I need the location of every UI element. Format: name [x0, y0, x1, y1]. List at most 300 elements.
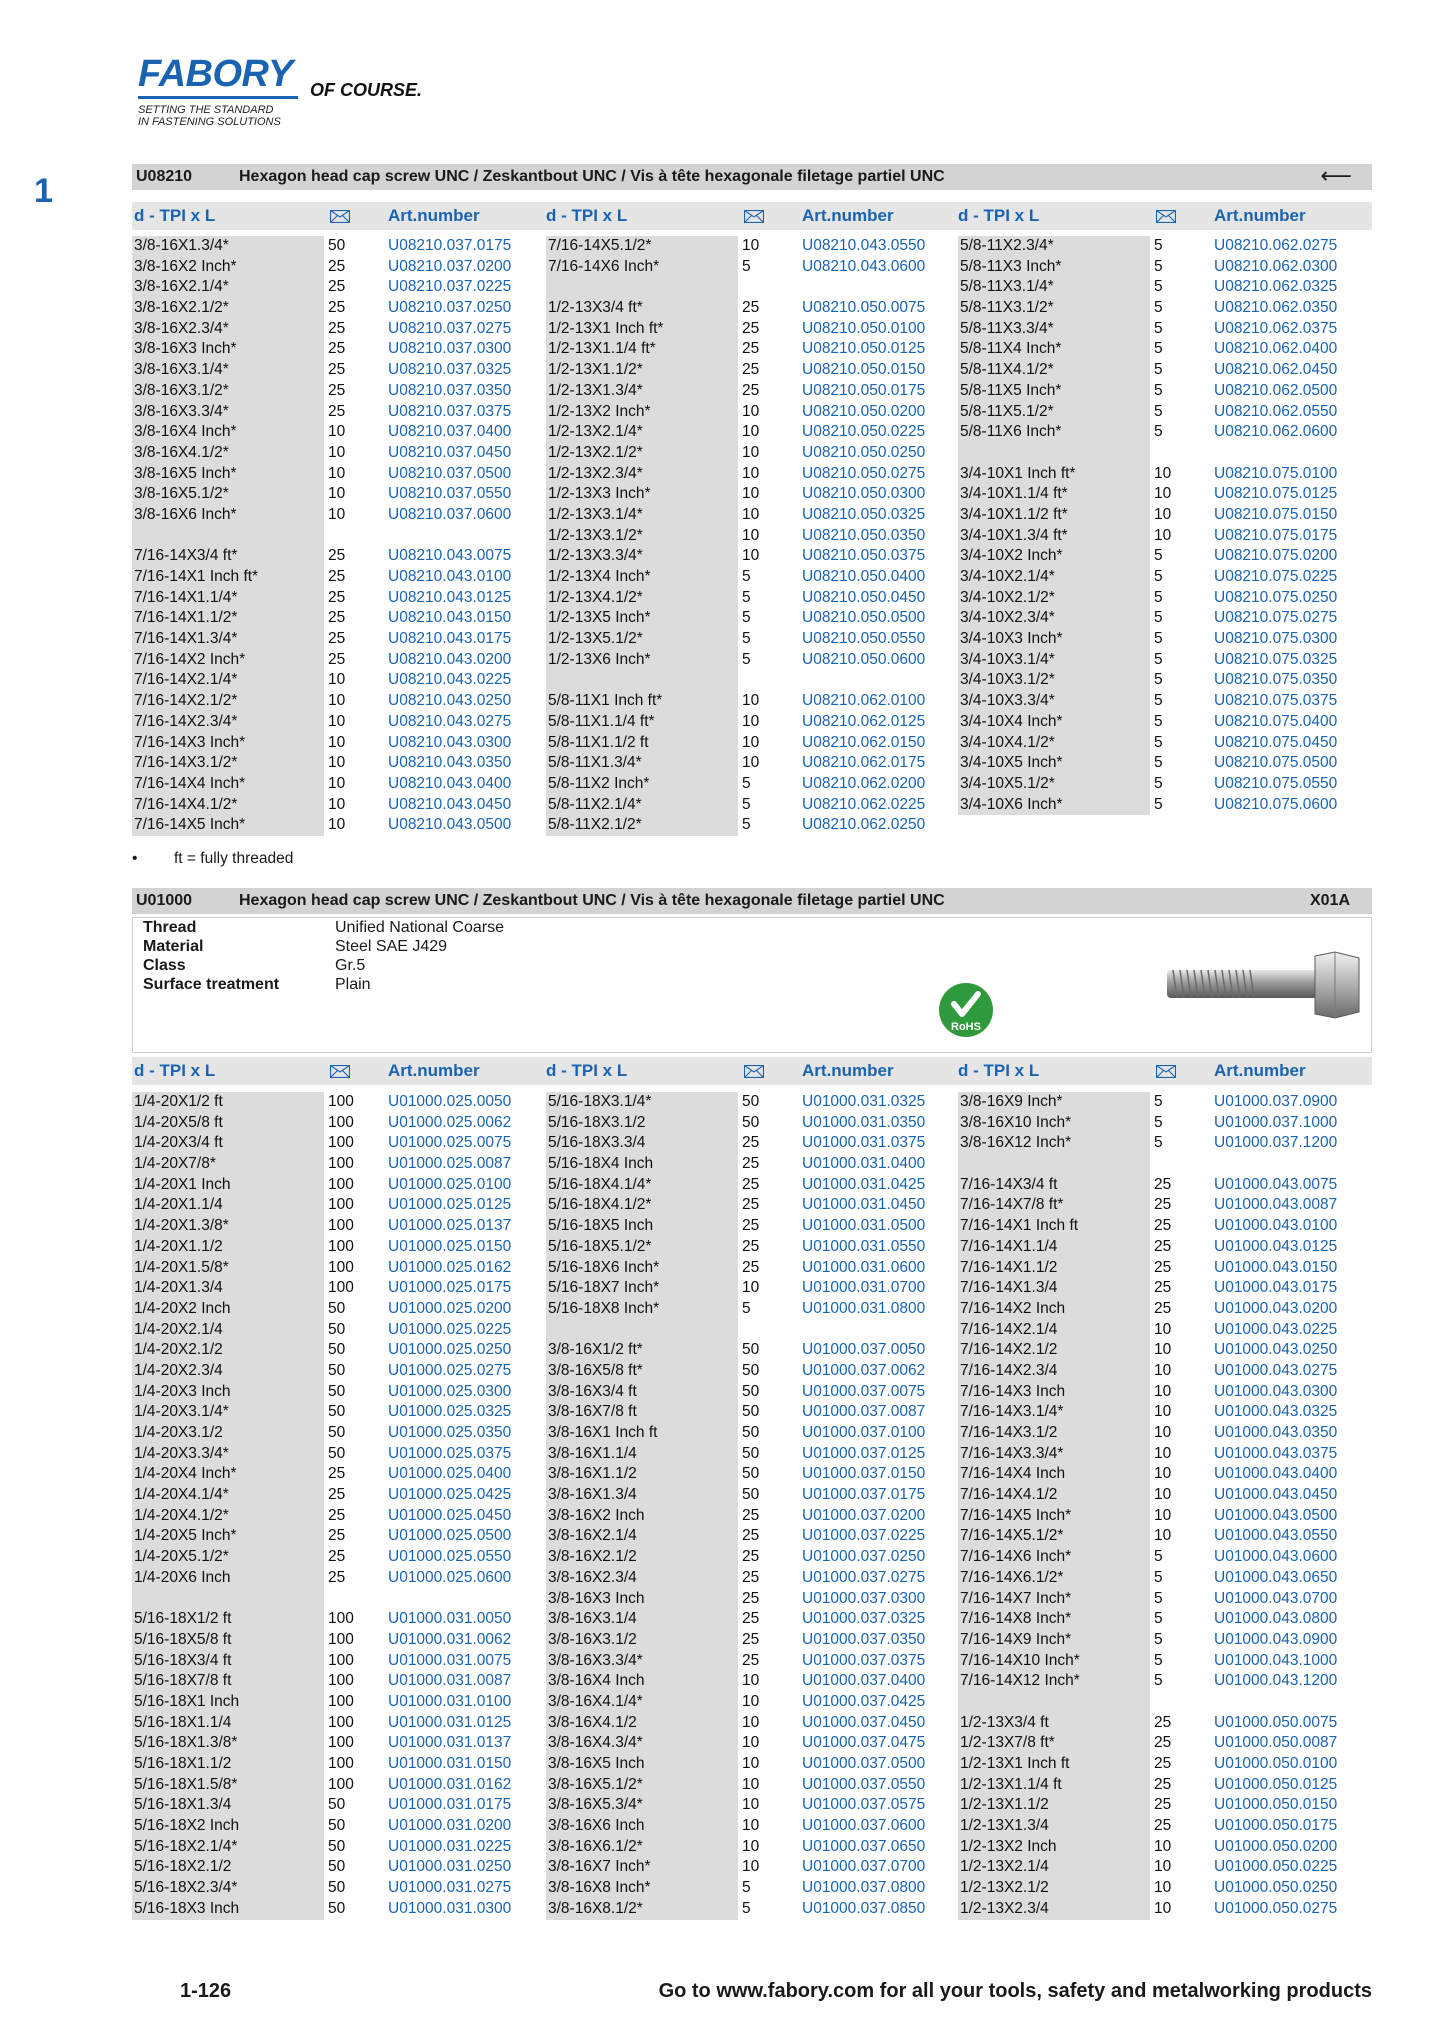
- article-number-link[interactable]: U08210.075.0375: [1214, 692, 1338, 710]
- article-number-link[interactable]: U01000.037.0250: [802, 1548, 926, 1566]
- article-number-link[interactable]: U08210.043.0500: [388, 816, 512, 834]
- article-number-link[interactable]: U08210.037.0200: [388, 257, 512, 275]
- size-cell: 7/16-14X3.1/2: [960, 1424, 1058, 1441]
- article-number-link[interactable]: U01000.025.0100: [388, 1175, 512, 1193]
- table-row: [958, 1754, 1370, 1775]
- article-number-link[interactable]: U01000.050.0075: [1214, 1713, 1338, 1731]
- size-cell: 5/16-18X1.3/8*: [134, 1734, 238, 1752]
- article-number-link[interactable]: U01000.050.0125: [1214, 1775, 1338, 1793]
- article-number-link[interactable]: U08210.050.0225: [802, 423, 926, 441]
- article-number-link[interactable]: U08210.037.0600: [388, 505, 512, 523]
- size-cell: 5/8-11X5 Inch*: [960, 381, 1062, 399]
- quantity-cell: 10: [328, 774, 346, 792]
- article-number-link[interactable]: U01000.037.0275: [802, 1568, 926, 1586]
- article-number-link[interactable]: U08210.062.0250: [802, 816, 926, 834]
- table-row: [958, 650, 1370, 671]
- quantity-cell: 5: [1154, 1093, 1163, 1110]
- article-number-link[interactable]: U01000.037.0200: [802, 1506, 926, 1524]
- article-number-link[interactable]: U01000.050.0175: [1214, 1817, 1338, 1835]
- article-number-link[interactable]: U08210.075.0500: [1214, 754, 1338, 772]
- article-number-link[interactable]: U01000.031.0062: [388, 1630, 512, 1648]
- size-cell: 5/8-11X1.3/4*: [548, 754, 642, 772]
- article-number-link[interactable]: U08210.075.0175: [1214, 526, 1338, 544]
- quantity-cell: 10: [1154, 1858, 1172, 1876]
- quantity-cell: 50: [328, 1858, 346, 1876]
- back-arrow-icon[interactable]: ⟵: [1320, 163, 1352, 188]
- article-number-link[interactable]: U01000.050.0150: [1214, 1796, 1338, 1814]
- size-cell: 1/4-20X5.1/2*: [134, 1548, 229, 1566]
- article-number-link[interactable]: U01000.043.0650: [1214, 1568, 1338, 1586]
- article-number-link[interactable]: U08210.075.0600: [1214, 795, 1338, 813]
- size-cell: 1/2-13X2.1/4: [960, 1858, 1049, 1876]
- size-cell: 1/4-20X2.1/2: [134, 1341, 223, 1359]
- article-number-link[interactable]: U01000.037.0650: [802, 1837, 926, 1855]
- article-number-link[interactable]: U08210.062.0350: [1214, 299, 1338, 317]
- quantity-cell: 25: [742, 1506, 760, 1524]
- article-number-link[interactable]: U08210.037.0225: [388, 278, 512, 296]
- article-number-link[interactable]: U08210.050.0450: [802, 588, 926, 606]
- quantity-cell: 10: [328, 795, 346, 813]
- article-number-link[interactable]: U08210.062.0400: [1214, 340, 1338, 358]
- article-number-link[interactable]: U08210.050.0500: [802, 609, 926, 627]
- size-cell: 3/8-16X2 Inch*: [134, 257, 237, 275]
- article-number-link[interactable]: U08210.075.0300: [1214, 630, 1338, 648]
- article-number-link[interactable]: U08210.037.0325: [388, 361, 512, 379]
- article-number-link[interactable]: U01000.043.0375: [1214, 1444, 1338, 1462]
- table-row: [958, 319, 1370, 340]
- size-cell: 1/2-13X1 Inch ft*: [548, 319, 664, 337]
- article-number-link[interactable]: U08210.050.0250: [802, 443, 926, 461]
- quantity-cell: 50: [742, 1424, 760, 1441]
- col-header-size: d - TPI x L: [958, 1061, 1040, 1080]
- col-header-size: d - TPI x L: [546, 206, 628, 225]
- article-number-link[interactable]: U01000.043.0300: [1214, 1382, 1338, 1400]
- article-number-link[interactable]: U01000.043.0100: [1214, 1217, 1338, 1235]
- table-row: [958, 712, 1370, 733]
- quantity-cell: 25: [328, 588, 346, 606]
- article-number-link[interactable]: U08210.037.0550: [388, 485, 512, 503]
- quantity-cell: 10: [328, 692, 346, 710]
- article-number-link[interactable]: U01000.025.0200: [388, 1299, 512, 1317]
- article-number-link[interactable]: U01000.025.0175: [388, 1279, 512, 1297]
- size-cell: 1/4-20X3.1/2: [134, 1424, 223, 1441]
- article-number-link[interactable]: U01000.025.0075: [388, 1134, 512, 1152]
- size-cell: 3/8-16X4 Inch*: [134, 423, 237, 441]
- article-number-link[interactable]: U01000.043.1000: [1214, 1651, 1338, 1669]
- article-number-link[interactable]: U01000.031.0200: [388, 1817, 512, 1835]
- article-number-link[interactable]: U08210.062.0125: [802, 712, 926, 730]
- col-header-art: Art.number: [802, 1061, 894, 1080]
- table-row: [958, 1630, 1370, 1651]
- article-number-link[interactable]: U08210.043.0550: [802, 237, 926, 254]
- size-cell: 5/8-11X2.1/4*: [548, 795, 642, 813]
- article-number-link[interactable]: U01000.025.0162: [388, 1258, 512, 1276]
- size-cell: 3/8-16X5/8 ft*: [548, 1361, 643, 1379]
- article-number-link[interactable]: U08210.037.0250: [388, 299, 512, 317]
- article-number-link[interactable]: U01000.031.0350: [802, 1113, 926, 1131]
- article-number-link[interactable]: U08210.050.0600: [802, 650, 926, 668]
- article-number-link[interactable]: U08210.062.0325: [1214, 278, 1338, 296]
- size-cell: 7/16-14X1 Inch ft*: [134, 568, 259, 585]
- size-cell: 1/4-20X1.1/4: [134, 1196, 223, 1214]
- article-number-link[interactable]: U01000.043.0600: [1214, 1548, 1338, 1566]
- article-number-link[interactable]: U01000.037.0062: [802, 1361, 926, 1379]
- quantity-cell: 10: [328, 464, 346, 482]
- quantity-cell: 50: [328, 1424, 346, 1441]
- article-number-link[interactable]: U01000.031.0500: [802, 1217, 926, 1235]
- article-number-link[interactable]: U01000.037.0087: [802, 1403, 926, 1421]
- article-number-link[interactable]: U08210.043.0125: [388, 588, 512, 606]
- quantity-cell: 10: [742, 505, 760, 523]
- article-number-link[interactable]: U01000.037.0175: [802, 1486, 926, 1504]
- article-number-link[interactable]: U08210.037.0500: [388, 464, 512, 482]
- size-cell: 7/16-14X7/8 ft*: [960, 1196, 1064, 1214]
- article-number-link[interactable]: U08210.062.0300: [1214, 257, 1338, 275]
- article-number-link[interactable]: U01000.043.0087: [1214, 1196, 1338, 1214]
- article-number-link[interactable]: U01000.025.0600: [388, 1568, 512, 1586]
- article-number-link[interactable]: U08210.062.0100: [802, 692, 926, 710]
- article-number-link[interactable]: U08210.043.0075: [388, 547, 512, 565]
- article-number-link[interactable]: U01000.031.0250: [388, 1858, 512, 1876]
- quantity-cell: 25: [742, 1217, 760, 1235]
- article-number-link[interactable]: U08210.037.0300: [388, 340, 512, 358]
- article-number-link[interactable]: U08210.050.0300: [802, 485, 926, 503]
- table-row-spacer: [546, 277, 958, 298]
- article-number-link[interactable]: U01000.031.0050: [388, 1610, 512, 1628]
- table-row: [958, 1589, 1370, 1610]
- article-number-link[interactable]: U08210.050.0275: [802, 464, 926, 482]
- article-number-link[interactable]: U01000.043.0075: [1214, 1175, 1338, 1193]
- article-number-link[interactable]: U08210.037.0175: [388, 237, 512, 254]
- article-number-link[interactable]: U01000.037.0550: [802, 1775, 926, 1793]
- footnote-text: ft = fully threaded: [174, 850, 294, 867]
- quantity-cell: 25: [1154, 1237, 1172, 1255]
- article-number-link[interactable]: U08210.043.0450: [388, 795, 512, 813]
- article-number-link[interactable]: U01000.025.0275: [388, 1361, 512, 1379]
- article-number-link[interactable]: U08210.050.0150: [802, 361, 926, 379]
- size-cell: 3/8-16X1.3/4*: [134, 237, 229, 254]
- article-number-link[interactable]: U01000.037.0125: [802, 1444, 926, 1462]
- table-row: [132, 670, 544, 691]
- article-number-link[interactable]: U01000.043.0550: [1214, 1527, 1338, 1545]
- article-number-link[interactable]: U08210.075.0125: [1214, 485, 1338, 503]
- article-number-link[interactable]: U01000.031.0375: [802, 1134, 926, 1152]
- article-number-link[interactable]: U08210.075.0250: [1214, 588, 1338, 606]
- article-number-link[interactable]: U01000.031.0450: [802, 1196, 926, 1214]
- article-number-link[interactable]: U08210.043.0175: [388, 630, 512, 648]
- article-number-link[interactable]: U08210.062.0600: [1214, 423, 1338, 441]
- article-number-link[interactable]: U01000.025.0550: [388, 1548, 512, 1566]
- article-number-link[interactable]: U01000.037.0350: [802, 1630, 926, 1648]
- article-number-link[interactable]: U01000.037.1200: [1214, 1134, 1338, 1152]
- section-ref-code: X01A: [1309, 892, 1350, 909]
- article-number-link[interactable]: U01000.031.0300: [388, 1899, 512, 1917]
- quantity-cell: 5: [742, 1899, 751, 1917]
- table-row: [546, 1651, 958, 1672]
- article-number-link[interactable]: U01000.037.0600: [802, 1817, 926, 1835]
- article-number-link[interactable]: U01000.025.0350: [388, 1424, 512, 1441]
- article-number-link[interactable]: U08210.050.0325: [802, 505, 926, 523]
- article-number-link[interactable]: U08210.075.0400: [1214, 712, 1338, 730]
- article-number-link[interactable]: U01000.043.0225: [1214, 1320, 1338, 1338]
- article-number-link[interactable]: U01000.031.0162: [388, 1775, 512, 1793]
- quantity-cell: 5: [1154, 278, 1163, 296]
- article-number-link[interactable]: U01000.031.0600: [802, 1258, 926, 1276]
- article-number-link[interactable]: U08210.062.0225: [802, 795, 926, 813]
- article-number-link[interactable]: U01000.025.0050: [388, 1093, 512, 1110]
- quantity-cell: 25: [328, 650, 346, 668]
- size-cell: 5/16-18X7 Inch*: [548, 1279, 660, 1297]
- quantity-cell: 25: [742, 1155, 760, 1173]
- table-row: [958, 1795, 1370, 1816]
- size-cell: 1/4-20X4.1/2*: [134, 1506, 229, 1524]
- quantity-cell: 10: [742, 464, 760, 482]
- article-number-link[interactable]: U01000.037.0225: [802, 1527, 926, 1545]
- article-number-link[interactable]: U08210.037.0400: [388, 423, 512, 441]
- article-number-link[interactable]: U01000.031.0550: [802, 1237, 926, 1255]
- article-number-link[interactable]: U01000.031.0800: [802, 1299, 926, 1317]
- article-number-link[interactable]: U01000.031.0137: [388, 1734, 512, 1752]
- article-number-link[interactable]: U01000.037.0700: [802, 1858, 926, 1876]
- article-number-link[interactable]: U01000.050.0087: [1214, 1734, 1338, 1752]
- article-number-link[interactable]: U01000.037.0325: [802, 1610, 926, 1628]
- article-number-link[interactable]: U01000.025.0325: [388, 1403, 512, 1421]
- article-number-link[interactable]: U01000.037.0500: [802, 1755, 926, 1772]
- article-number-link[interactable]: U01000.025.0225: [388, 1320, 512, 1338]
- table-row: [546, 650, 958, 671]
- size-cell: 1/2-13X3/4 ft*: [548, 299, 643, 317]
- article-number-link[interactable]: U08210.075.0550: [1214, 774, 1338, 792]
- article-number-link[interactable]: U01000.037.0425: [802, 1692, 926, 1710]
- article-number-link[interactable]: U01000.031.0325: [802, 1093, 926, 1110]
- size-cell: 3/8-16X7 Inch*: [548, 1858, 651, 1876]
- article-number-link[interactable]: U01000.043.0900: [1214, 1630, 1338, 1648]
- article-number-link[interactable]: U01000.043.0500: [1214, 1506, 1338, 1524]
- article-number-link[interactable]: U01000.025.0150: [388, 1237, 512, 1255]
- article-number-link[interactable]: U08210.037.0275: [388, 319, 512, 337]
- article-number-link[interactable]: U01000.037.0850: [802, 1899, 926, 1917]
- article-number-link[interactable]: U08210.062.0375: [1214, 319, 1338, 337]
- table-row: [546, 1154, 958, 1175]
- quantity-cell: 5: [1154, 692, 1163, 710]
- table-row: [958, 1899, 1370, 1920]
- col-header-art: Art.number: [802, 206, 894, 225]
- article-number-link[interactable]: U08210.075.0450: [1214, 733, 1338, 751]
- article-number-link[interactable]: U01000.037.0400: [802, 1672, 926, 1690]
- size-cell: 3/8-16X8 Inch*: [548, 1879, 651, 1897]
- article-number-link[interactable]: U08210.050.0075: [802, 299, 926, 317]
- article-number-link[interactable]: U08210.037.0350: [388, 381, 512, 399]
- article-number-link[interactable]: U01000.025.0087: [388, 1155, 512, 1173]
- article-number-link[interactable]: U01000.037.0375: [802, 1651, 926, 1669]
- article-number-link[interactable]: U01000.043.1200: [1214, 1672, 1338, 1690]
- size-cell: 1/4-20X3/4 ft: [134, 1134, 223, 1152]
- table-row: [546, 1526, 958, 1547]
- quantity-cell: 10: [1154, 1899, 1172, 1917]
- article-number-link[interactable]: U08210.075.0100: [1214, 464, 1338, 482]
- article-number-link[interactable]: U01000.043.0325: [1214, 1403, 1338, 1421]
- article-number-link[interactable]: U01000.031.0700: [802, 1279, 926, 1297]
- quantity-cell: 10: [328, 671, 346, 689]
- article-number-link[interactable]: U01000.037.0900: [1214, 1093, 1338, 1110]
- quantity-cell: 25: [742, 1630, 760, 1648]
- quantity-cell: 25: [328, 381, 346, 399]
- article-number-link[interactable]: U01000.025.0500: [388, 1527, 512, 1545]
- article-number-link[interactable]: U01000.043.0125: [1214, 1237, 1338, 1255]
- article-number-link[interactable]: U01000.043.0450: [1214, 1486, 1338, 1504]
- quantity-cell: 5: [742, 588, 751, 606]
- article-number-link[interactable]: U01000.031.0400: [802, 1155, 926, 1173]
- size-cell: 7/16-14X4.1/2*: [134, 795, 238, 813]
- article-number-link[interactable]: U01000.043.0400: [1214, 1465, 1338, 1483]
- quantity-cell: 50: [742, 1382, 760, 1400]
- article-number-link[interactable]: U01000.037.0450: [802, 1713, 926, 1731]
- table-row: [546, 1713, 958, 1734]
- article-number-link[interactable]: U01000.025.0425: [388, 1486, 512, 1504]
- table-row-spacer: [546, 1320, 958, 1341]
- article-number-link[interactable]: U08210.043.0150: [388, 609, 512, 627]
- article-number-link[interactable]: U08210.043.0300: [388, 733, 512, 751]
- size-cell: 5/16-18X3.3/4: [548, 1134, 646, 1152]
- article-number-link[interactable]: U08210.050.0175: [802, 381, 926, 399]
- article-number-link[interactable]: U01000.025.0300: [388, 1382, 512, 1400]
- article-number-link[interactable]: U08210.075.0150: [1214, 505, 1338, 523]
- article-number-link[interactable]: U01000.043.0250: [1214, 1341, 1338, 1359]
- article-number-link[interactable]: U01000.043.0175: [1214, 1279, 1338, 1297]
- article-number-link[interactable]: U08210.062.0450: [1214, 361, 1338, 379]
- article-number-link[interactable]: U01000.031.0125: [388, 1713, 512, 1731]
- article-number-link[interactable]: U08210.062.0150: [802, 733, 926, 751]
- article-number-link[interactable]: U01000.025.0450: [388, 1506, 512, 1524]
- article-number-link[interactable]: U08210.043.0100: [388, 568, 512, 585]
- article-number-link[interactable]: U08210.062.0175: [802, 754, 926, 772]
- article-number-link[interactable]: U01000.043.0800: [1214, 1610, 1338, 1628]
- envelope-icon: [744, 210, 764, 223]
- article-number-link[interactable]: U01000.025.0125: [388, 1196, 512, 1214]
- article-number-link[interactable]: U01000.025.0375: [388, 1444, 512, 1462]
- article-number-link[interactable]: U08210.043.0350: [388, 754, 512, 772]
- size-cell: 5/8-11X3.1/4*: [960, 278, 1054, 296]
- quantity-cell: 50: [328, 1382, 346, 1400]
- article-number-link[interactable]: U08210.050.0125: [802, 340, 926, 358]
- article-number-link[interactable]: U01000.043.0350: [1214, 1424, 1338, 1441]
- article-number-link[interactable]: U08210.075.0325: [1214, 650, 1338, 668]
- article-number-link[interactable]: U01000.031.0175: [388, 1796, 512, 1814]
- article-number-link[interactable]: U01000.031.0225: [388, 1837, 512, 1855]
- table-row: [132, 1320, 544, 1341]
- article-number-link[interactable]: U08210.050.0200: [802, 402, 926, 420]
- article-number-link[interactable]: U01000.037.0300: [802, 1589, 926, 1607]
- quantity-cell: 10: [742, 1672, 760, 1690]
- article-number-link[interactable]: U01000.043.0150: [1214, 1258, 1338, 1276]
- article-number-link[interactable]: U01000.037.0075: [802, 1382, 926, 1400]
- article-number-link[interactable]: U01000.037.0575: [802, 1796, 926, 1814]
- article-number-link[interactable]: U01000.050.0100: [1214, 1755, 1338, 1772]
- size-cell: 3/4-10X5.1/2*: [960, 774, 1055, 792]
- article-number-link[interactable]: U01000.037.0050: [802, 1341, 926, 1359]
- article-number-link[interactable]: U08210.075.0350: [1214, 671, 1338, 689]
- article-number-link[interactable]: U01000.050.0250: [1214, 1879, 1338, 1897]
- size-cell: 7/16-14X7 Inch*: [960, 1589, 1072, 1607]
- size-cell: 3/8-16X2.3/4*: [134, 319, 229, 337]
- article-number-link[interactable]: U08210.075.0275: [1214, 609, 1338, 627]
- quantity-cell: 25: [328, 278, 346, 296]
- table-row: [132, 733, 544, 754]
- article-number-link[interactable]: U08210.062.0275: [1214, 237, 1338, 254]
- table-row: [132, 1568, 544, 1589]
- quantity-cell: 5: [742, 1879, 751, 1897]
- article-number-link[interactable]: U08210.050.0350: [802, 526, 926, 544]
- article-number-link[interactable]: U01000.031.0150: [388, 1755, 512, 1772]
- article-number-link[interactable]: U01000.025.0400: [388, 1465, 512, 1483]
- article-number-link[interactable]: U08210.050.0100: [802, 319, 926, 337]
- article-number-link[interactable]: U01000.025.0250: [388, 1341, 512, 1359]
- article-number-link[interactable]: U01000.050.0225: [1214, 1858, 1338, 1876]
- size-cell: 1/2-13X1.1/4 ft: [960, 1775, 1062, 1793]
- quantity-cell: 10: [1154, 1527, 1172, 1545]
- size-cell: 3/8-16X9 Inch*: [960, 1093, 1063, 1110]
- article-number-link[interactable]: U01000.050.0200: [1214, 1837, 1338, 1855]
- table-row: [546, 733, 958, 754]
- article-number-link[interactable]: U08210.043.0600: [802, 257, 926, 275]
- size-cell: 5/16-18X4 Inch: [548, 1155, 654, 1173]
- article-number-link[interactable]: U01000.037.1000: [1214, 1113, 1338, 1131]
- article-number-link[interactable]: U01000.043.0275: [1214, 1361, 1338, 1379]
- article-number-link[interactable]: U01000.031.0075: [388, 1651, 512, 1669]
- article-number-link[interactable]: U01000.050.0275: [1214, 1899, 1338, 1917]
- article-number-link[interactable]: U01000.043.0700: [1214, 1589, 1338, 1607]
- article-number-link[interactable]: U08210.062.0550: [1214, 402, 1338, 420]
- article-number-link[interactable]: U08210.050.0400: [802, 568, 926, 585]
- article-number-link[interactable]: U08210.050.0375: [802, 547, 926, 565]
- quantity-cell: 50: [742, 1341, 760, 1359]
- article-number-link[interactable]: U01000.037.0150: [802, 1465, 926, 1483]
- article-number-link[interactable]: U08210.043.0275: [388, 712, 512, 730]
- article-number-link[interactable]: U08210.043.0225: [388, 671, 512, 689]
- article-number-link[interactable]: U01000.031.0425: [802, 1175, 926, 1193]
- article-number-link[interactable]: U08210.050.0550: [802, 630, 926, 648]
- table-row: [546, 484, 958, 505]
- article-number-link[interactable]: U01000.025.0062: [388, 1113, 512, 1131]
- article-number-link[interactable]: U08210.043.0250: [388, 692, 512, 710]
- table-row: [958, 1837, 1370, 1858]
- article-number-link[interactable]: U08210.037.0375: [388, 402, 512, 420]
- article-number-link[interactable]: U08210.075.0200: [1214, 547, 1338, 565]
- article-number-link[interactable]: U01000.031.0100: [388, 1692, 512, 1710]
- article-number-link[interactable]: U08210.037.0450: [388, 443, 512, 461]
- size-cell: 3/4-10X3 Inch*: [960, 630, 1063, 648]
- article-number-link[interactable]: U01000.037.0800: [802, 1879, 926, 1897]
- article-number-link[interactable]: U08210.043.0200: [388, 650, 512, 668]
- quantity-cell: 100: [328, 1196, 354, 1214]
- table-row: [958, 1526, 1370, 1547]
- quantity-cell: 50: [328, 1899, 346, 1917]
- article-number-link[interactable]: U01000.031.0275: [388, 1879, 512, 1897]
- article-number-link[interactable]: U01000.037.0100: [802, 1424, 926, 1441]
- quantity-cell: 50: [328, 1444, 346, 1462]
- article-number-link[interactable]: U01000.031.0087: [388, 1672, 512, 1690]
- article-number-link[interactable]: U08210.075.0225: [1214, 568, 1338, 585]
- article-number-link[interactable]: U08210.062.0500: [1214, 381, 1338, 399]
- article-number-link[interactable]: U08210.043.0400: [388, 774, 512, 792]
- quantity-cell: 5: [1154, 319, 1163, 337]
- article-number-link[interactable]: U08210.062.0200: [802, 774, 926, 792]
- quantity-cell: 10: [1154, 1879, 1172, 1897]
- table-row: [132, 1278, 544, 1299]
- article-number-link[interactable]: U01000.043.0200: [1214, 1299, 1338, 1317]
- article-number-link[interactable]: U01000.025.0137: [388, 1217, 512, 1235]
- article-number-link[interactable]: U01000.037.0475: [802, 1734, 926, 1752]
